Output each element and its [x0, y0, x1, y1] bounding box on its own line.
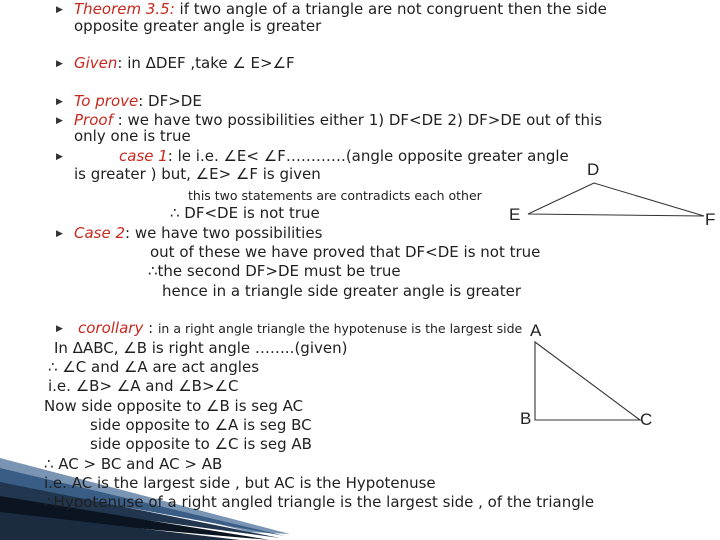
- vertex-f-label: F: [705, 210, 716, 229]
- bullet-icon: ▶: [56, 116, 63, 126]
- corollary-text: in a right angle triangle the hypotenuse is the largest side: [157, 321, 523, 336]
- body-line: side opposite to ∠A is seg BC: [90, 416, 312, 434]
- corollary-colon: :: [143, 319, 154, 337]
- given-text: : in ΔDEF ,take ∠ E>∠F: [117, 54, 295, 72]
- vertex-b-label: B: [520, 409, 532, 428]
- bullet-icon: ▶: [56, 59, 63, 69]
- bullet-icon: ▶: [56, 5, 63, 15]
- corollary-line: [78, 320, 522, 337]
- to-prove-line: [74, 93, 202, 110]
- theorem-line-1: [74, 1, 607, 18]
- vertex-a-label: A: [530, 321, 542, 340]
- theorem-label: Theorem 3.5:: [74, 0, 175, 18]
- to-prove-label: To prove: [74, 92, 139, 110]
- case1-text: : le i.e. ∠E< ∠F…………(angle opposite greater angle: [167, 147, 569, 165]
- body-line: Now side opposite to ∠B is seg AC: [44, 397, 304, 415]
- given-line: [74, 55, 295, 72]
- case1-label: case 1: [119, 147, 168, 165]
- proof-line-2: only one is true: [74, 127, 191, 145]
- given-label: Given: [74, 54, 118, 72]
- to-prove-text: : DF>DE: [138, 92, 202, 110]
- vertex-e-label: E: [509, 205, 521, 224]
- case2-line-3: ∴the second DF>DE must be true: [148, 262, 401, 280]
- proof-label: Proof: [74, 111, 113, 129]
- case2-line-4: hence in a triangle side greater angle is greater: [162, 282, 522, 300]
- case1-line-3: this two statements are contradicts each other: [188, 188, 482, 203]
- case1-line-1: [119, 148, 569, 165]
- case2-line-1: [74, 225, 322, 242]
- vertex-c-label: C: [640, 410, 653, 429]
- bullet-icon: ▶: [56, 97, 63, 107]
- body-line: i.e. ∠B> ∠A and ∠B>∠C: [48, 377, 239, 395]
- body-line: In ΔABC, ∠B is right angle ……..(given): [54, 339, 348, 357]
- case1-line-2: is greater ) but, ∠E> ∠F is given: [74, 165, 321, 183]
- case2-line-2: out of these we have proved that DF<DE is not true: [150, 243, 541, 261]
- body-line: ∴ ∠C and ∠A are act angles: [48, 358, 260, 376]
- vertex-d-label: D: [587, 160, 600, 179]
- body-line: i.e. AC is the largest side , but AC is the Hypotenuse: [44, 474, 436, 492]
- theorem-text: if two angle of a triangle are not congruent then the side: [174, 0, 607, 18]
- body-line: side opposite to ∠C is seg AB: [90, 435, 312, 453]
- bullet-icon: ▶: [56, 324, 63, 334]
- bullet-icon: ▶: [56, 229, 63, 239]
- proof-text: : we have two possibilities either 1) DF<DE 2) DF>DE out of this: [112, 111, 603, 129]
- corollary-label: corollary: [78, 319, 144, 337]
- body-line: ∴Hypotenuse of a right angled triangle is the largest side , of the triangle: [44, 493, 595, 511]
- case2-label: Case 2: [74, 224, 126, 242]
- case1-line-4: ∴ DF<DE is not true: [170, 204, 320, 222]
- body-line: ∴ AC > BC and AC > AB: [44, 455, 223, 473]
- theorem-line-2: opposite greater angle is greater: [74, 17, 322, 35]
- case2-text: : we have two possibilities: [125, 224, 323, 242]
- triangle-abc: [535, 342, 640, 420]
- bullet-icon: ▶: [56, 152, 63, 162]
- triangle-def: [528, 183, 704, 216]
